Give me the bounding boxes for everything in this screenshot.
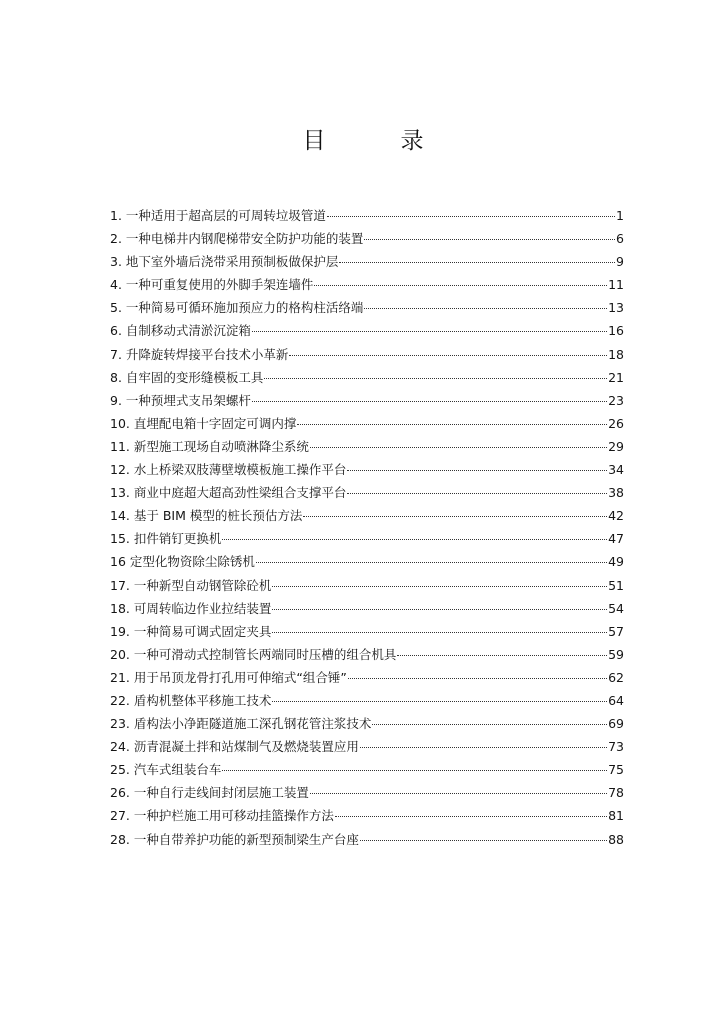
toc-entry-title: 2. 一种电梯井内钢爬梯带安全防护功能的装置 bbox=[110, 231, 364, 247]
toc-dot-leader bbox=[256, 562, 607, 563]
toc-entry-title: 24. 沥青混凝土拌和站煤制气及燃烧装置应用 bbox=[110, 739, 359, 755]
toc-dot-leader bbox=[314, 285, 607, 286]
toc-entry[interactable] bbox=[110, 252, 624, 275]
toc-entry-page-number: 64 bbox=[608, 692, 624, 708]
toc-dot-leader bbox=[327, 216, 615, 217]
toc-entry[interactable] bbox=[110, 206, 624, 229]
toc-entry-title: 9. 一种预埋式支吊架螺杆 bbox=[110, 392, 251, 408]
toc-entry-title: 22. 盾构机整体平移施工技术 bbox=[110, 692, 272, 708]
toc-dot-leader bbox=[264, 378, 607, 379]
toc-entry[interactable] bbox=[110, 391, 624, 414]
toc-dot-leader bbox=[348, 678, 607, 679]
table-of-contents bbox=[110, 206, 624, 853]
toc-entry[interactable] bbox=[110, 483, 624, 506]
toc-entry-page-number: 26 bbox=[608, 415, 624, 431]
toc-entry[interactable] bbox=[110, 576, 624, 599]
toc-entry-title: 19. 一种简易可调式固定夹具 bbox=[110, 623, 272, 639]
toc-entry-page-number: 88 bbox=[608, 831, 624, 847]
toc-entry-title: 14. 基于 BIM 模型的桩长预估方法 bbox=[110, 508, 303, 524]
toc-dot-leader bbox=[222, 770, 607, 771]
toc-entry[interactable] bbox=[110, 229, 624, 252]
toc-entry-page-number: 54 bbox=[608, 600, 624, 616]
toc-entry-page-number: 75 bbox=[608, 762, 624, 778]
toc-dot-leader bbox=[372, 724, 607, 725]
toc-entry[interactable] bbox=[110, 345, 624, 368]
toc-entry-page-number: 23 bbox=[608, 392, 624, 408]
toc-entry-title: 11. 新型施工现场自动喷淋降尘系统 bbox=[110, 438, 309, 454]
toc-dot-leader bbox=[252, 331, 607, 332]
toc-entry-page-number: 78 bbox=[608, 785, 624, 801]
toc-entry[interactable] bbox=[110, 830, 624, 853]
toc-entry-title: 4. 一种可重复使用的外脚手架连墙件 bbox=[110, 277, 314, 293]
toc-entry[interactable] bbox=[110, 321, 624, 344]
toc-entry-title: 12. 水上桥梁双肢薄壁墩模板施工操作平台 bbox=[110, 462, 347, 478]
toc-dot-leader bbox=[347, 470, 607, 471]
toc-entry-title: 16 定型化物资除尘除锈机 bbox=[110, 554, 255, 570]
toc-entry[interactable] bbox=[110, 714, 624, 737]
toc-dot-leader bbox=[272, 701, 607, 702]
toc-entry[interactable] bbox=[110, 599, 624, 622]
toc-entry[interactable] bbox=[110, 552, 624, 575]
toc-dot-leader bbox=[310, 793, 607, 794]
toc-entry-page-number: 18 bbox=[608, 346, 624, 362]
toc-entry[interactable] bbox=[110, 414, 624, 437]
toc-entry[interactable] bbox=[110, 368, 624, 391]
toc-entry-title: 21. 用于吊顶龙骨打孔用可伸缩式“组合锤” bbox=[110, 669, 347, 685]
toc-dot-leader bbox=[360, 747, 607, 748]
page-title: 目 录 bbox=[302, 128, 450, 154]
toc-entry[interactable] bbox=[110, 783, 624, 806]
toc-entry-title: 25. 汽车式组装台车 bbox=[110, 762, 222, 778]
toc-entry-title: 7. 升降旋转焊接平台技术小革新 bbox=[110, 346, 289, 362]
toc-entry-page-number: 59 bbox=[608, 646, 624, 662]
toc-dot-leader bbox=[397, 655, 607, 656]
toc-entry[interactable] bbox=[110, 275, 624, 298]
toc-entry-title: 3. 地下室外墙后浇带采用预制板做保护层 bbox=[110, 254, 339, 270]
toc-dot-leader bbox=[335, 816, 607, 817]
toc-entry-title: 15. 扣件销钉更换机 bbox=[110, 531, 222, 547]
toc-dot-leader bbox=[272, 586, 607, 587]
toc-entry-page-number: 73 bbox=[608, 739, 624, 755]
toc-entry[interactable] bbox=[110, 437, 624, 460]
toc-entry[interactable] bbox=[110, 460, 624, 483]
toc-entry-title: 10. 直埋配电箱十字固定可调内撑 bbox=[110, 415, 297, 431]
toc-dot-leader bbox=[339, 262, 615, 263]
toc-dot-leader bbox=[347, 493, 607, 494]
toc-dot-leader bbox=[297, 424, 607, 425]
toc-dot-leader bbox=[289, 355, 607, 356]
toc-entry[interactable] bbox=[110, 622, 624, 645]
toc-entry[interactable] bbox=[110, 737, 624, 760]
toc-entry-page-number: 62 bbox=[608, 669, 624, 685]
toc-entry-title: 17. 一种新型自动钢管除砼机 bbox=[110, 577, 272, 593]
toc-entry-page-number: 11 bbox=[608, 277, 624, 293]
toc-entry-page-number: 38 bbox=[608, 485, 624, 501]
toc-entry-page-number: 42 bbox=[608, 508, 624, 524]
toc-entry[interactable] bbox=[110, 760, 624, 783]
toc-entry-title: 20. 一种可滑动式控制管长两端同时压槽的组合机具 bbox=[110, 646, 397, 662]
toc-dot-leader bbox=[364, 308, 607, 309]
toc-entry-title: 18. 可周转临边作业拉结装置 bbox=[110, 600, 272, 616]
toc-entry-page-number: 1 bbox=[616, 208, 624, 223]
toc-entry-page-number: 47 bbox=[608, 531, 624, 547]
toc-dot-leader bbox=[303, 516, 607, 517]
toc-dot-leader bbox=[272, 609, 607, 610]
toc-entry-page-number: 57 bbox=[608, 623, 624, 639]
toc-entry-title: 8. 自牢固的变形缝模板工具 bbox=[110, 369, 264, 385]
toc-entry-page-number: 16 bbox=[608, 323, 624, 339]
toc-entry[interactable] bbox=[110, 529, 624, 552]
toc-entry-title: 1. 一种适用于超高层的可周转垃圾管道 bbox=[110, 208, 326, 223]
toc-entry-page-number: 21 bbox=[608, 369, 624, 385]
toc-entry-page-number: 13 bbox=[608, 300, 624, 316]
toc-entry[interactable] bbox=[110, 298, 624, 321]
toc-entry-page-number: 51 bbox=[608, 577, 624, 593]
toc-entry-page-number: 69 bbox=[608, 716, 624, 732]
toc-entry-page-number: 81 bbox=[608, 808, 624, 824]
toc-entry-page-number: 49 bbox=[608, 554, 624, 570]
toc-dot-leader bbox=[310, 447, 607, 448]
toc-dot-leader bbox=[252, 401, 607, 402]
toc-entry-page-number: 29 bbox=[608, 438, 624, 454]
toc-entry-page-number: 6 bbox=[616, 231, 624, 247]
toc-entry-title: 23. 盾构法小净距隧道施工深孔钢花管注浆技术 bbox=[110, 716, 372, 732]
toc-entry-title: 6. 自制移动式清淤沉淀箱 bbox=[110, 323, 251, 339]
toc-entry-title: 28. 一种自带养护功能的新型预制梁生产台座 bbox=[110, 831, 359, 847]
toc-entry-page-number: 34 bbox=[608, 462, 624, 478]
toc-dot-leader bbox=[222, 539, 607, 540]
toc-entry[interactable] bbox=[110, 668, 624, 691]
toc-entry-page-number: 9 bbox=[616, 254, 624, 270]
toc-dot-leader bbox=[364, 239, 615, 240]
toc-entry-title: 27. 一种护栏施工用可移动挂篮操作方法 bbox=[110, 808, 334, 824]
toc-entry[interactable] bbox=[110, 645, 624, 668]
toc-entry-title: 13. 商业中庭超大超高劲性梁组合支撑平台 bbox=[110, 485, 347, 501]
toc-entry[interactable] bbox=[110, 691, 624, 714]
toc-entry-title: 5. 一种简易可循环施加预应力的格构柱活络端 bbox=[110, 300, 364, 316]
toc-entry[interactable] bbox=[110, 806, 624, 829]
toc-dot-leader bbox=[360, 840, 607, 841]
toc-entry-title: 26. 一种自行走线间封闭层施工装置 bbox=[110, 785, 309, 801]
toc-dot-leader bbox=[272, 632, 607, 633]
toc-entry[interactable] bbox=[110, 506, 624, 529]
